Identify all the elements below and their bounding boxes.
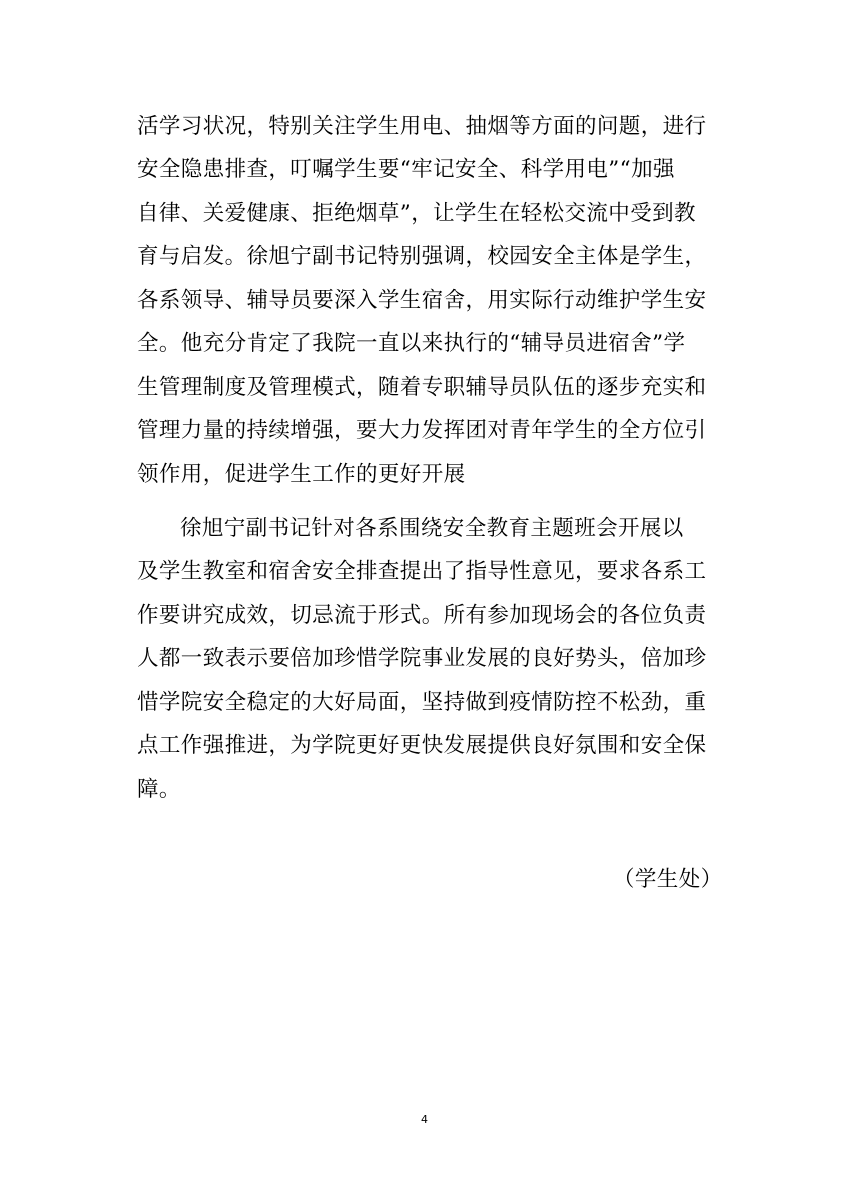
text-line: 徐旭宁副书记针对各系围绕安全教育主题班会开展以 <box>180 516 684 541</box>
text-line: 安全隐患排查，叮嘱学生要“牢记安全、科学用电”“加强 <box>137 157 675 182</box>
text-line: 生管理制度及管理模式，随着专职辅导员队伍的逐步充实和 <box>137 375 707 400</box>
text-line: 点工作强推进，为学院更好更快发展提供良好氛围和安全保 <box>137 733 707 758</box>
signature: （学生处） <box>613 867 723 892</box>
page-number: 4 <box>421 1113 428 1126</box>
text-line: 各系领导、辅导员要深入学生宿舍，用实际行动维护学生安 <box>137 288 707 313</box>
text-line: 管理力量的持续增强，要大力发挥团对青年学生的全方位引 <box>137 418 707 443</box>
text-line: 作要讲究成效，切忌流于形式。所有参加现场会的各位负责 <box>137 603 707 628</box>
text-line: 及学生教室和宿舍安全排查提出了指导性意见，要求各系工 <box>137 559 707 584</box>
text-line: 领作用，促进学生工作的更好开展 <box>137 462 466 487</box>
text-line: 育与启发。徐旭宁副书记特别强调，校园安全主体是学生， <box>137 244 707 269</box>
text-line: 全。他充分肯定了我院一直以来执行的“辅导员进宿舍”学 <box>137 331 686 356</box>
text-line: 障。 <box>137 777 181 802</box>
text-line: 自律、关爱健康、拒绝烟草”，让学生在轻松交流中受到教 <box>137 201 696 226</box>
text-line: 惜学院安全稳定的大好局面，坚持做到疫情防控不松劲，重 <box>137 690 707 715</box>
text-line: 活学习状况，特别关注学生用电、抽烟等方面的问题，进行 <box>137 114 707 139</box>
text-line: 人都一致表示要倍加珍惜学院事业发展的良好势头，倍加珍 <box>137 646 707 671</box>
